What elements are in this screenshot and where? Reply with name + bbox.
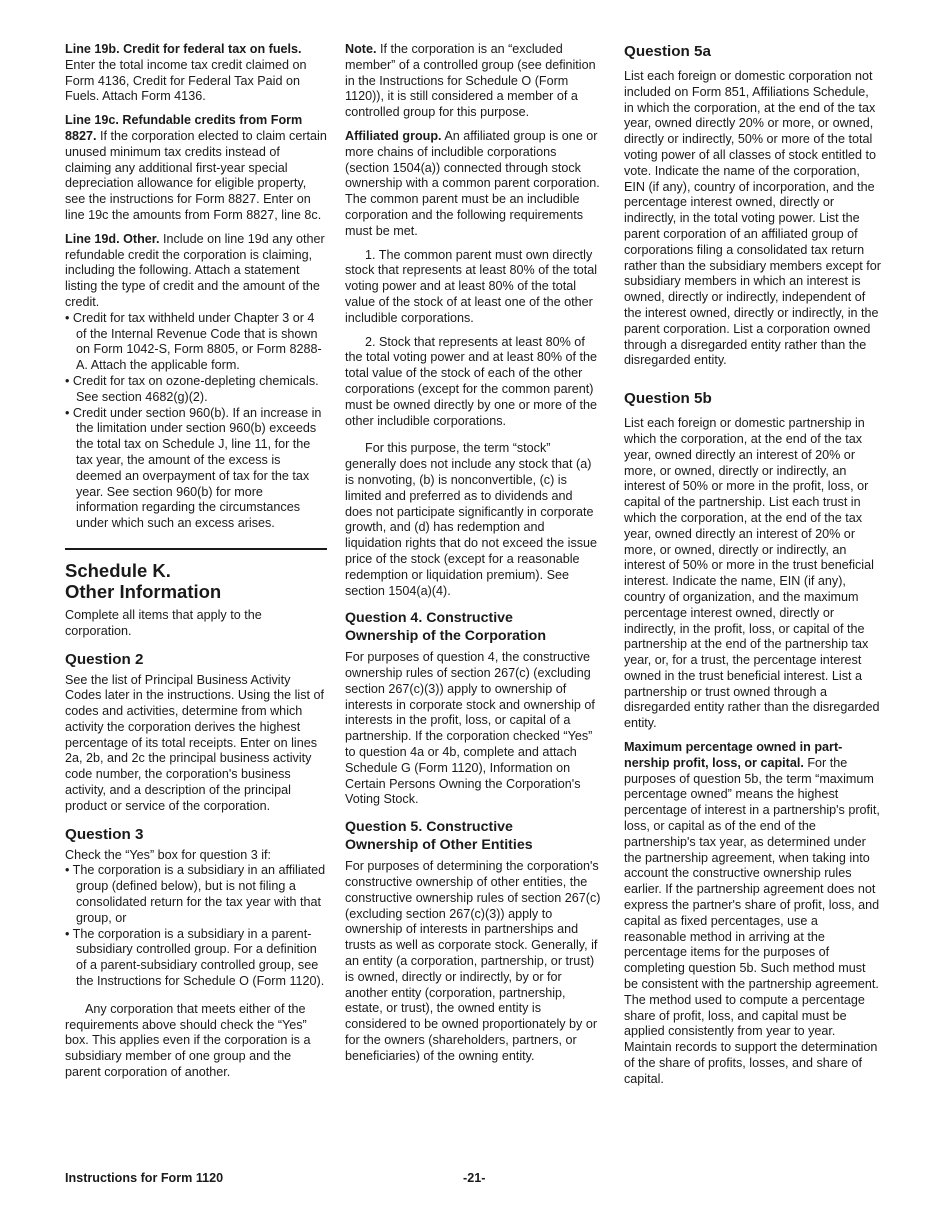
schedule-k-title-line1: Schedule K. xyxy=(65,559,171,581)
column-left xyxy=(65,42,327,1089)
line-19c-text: If the corporation elected to claim certain unused minimum tax credits instead of claiming any additional first-year special depreciation allowance for eligible property, see the instructions for Form 8827. Enter on line 19c the amounts from Form 8827, line 8c. xyxy=(65,128,327,222)
line-19b-heading: Line 19b. Credit for federal tax on fuels. xyxy=(65,42,302,56)
question-2-text: See the list of Principal Business Activity Codes later in the instructions. Using the list of codes and activities, determine from which activity the corporation derives the highest percentage of its total receipts. Enter on lines 2a, 2b, and 2c the principal business activity code number, the corporation's business activity, and a description of the principal product or service of the corporation. xyxy=(65,672,324,813)
affiliated-group-heading: Affiliated group. xyxy=(345,128,442,143)
question-5b-heading: Question 5b xyxy=(624,390,712,408)
question-5-title-line2: Ownership of Other Entities xyxy=(345,837,533,854)
maximum-percentage-heading: Maximum percentage owned in partnership profit, loss, or capital. xyxy=(624,740,843,770)
question-4-title-line2: Ownership of the Corporation xyxy=(345,628,546,645)
question-5a-heading: Question 5a xyxy=(624,43,711,60)
requirement-2: 2. Stock that represents at least 80% of the total voting power and at least 80% of the total value of the stock of each of the other corporations (except for the common parent) must be owned directly by one or more of the other includible corporations. xyxy=(345,334,598,428)
requirement-1: 1. The common parent must own directly stock that represents at least 80% of the total voting power and at least 80% of the total value of the stock of at least one of the other includible corporations. xyxy=(345,247,598,325)
section-divider xyxy=(65,548,327,550)
line-19c-paragraph xyxy=(65,113,327,224)
schedule-k-intro: Complete all items that apply to the corporation. xyxy=(65,607,262,638)
list-item: • The corporation is a subsidiary in an affiliated group (defined below), but is not filing a consolidated return for the tax year with that group, or xyxy=(65,863,326,925)
question-3-bullet-list xyxy=(65,863,327,989)
list-item: • The corporation is a subsidiary in a parent-subsidiary controlled group. For a definition of a parent-subsidiary controlled group, see the Instructions for Schedule O (Form 1120). xyxy=(65,926,325,989)
line-19d-bullet-list xyxy=(65,311,327,532)
footer-form-title: Instructions for Form 1120 xyxy=(65,1171,224,1185)
affiliated-group-text: An affiliated group is one or more chains of includible corporations (section 1504(a)) connected through stock ownership with a common parent corporation. The common parent must be an includible corporation and the following requirements must be met. xyxy=(345,128,600,238)
question-5-title-line1: Question 5. Constructive xyxy=(345,819,513,836)
note-label: Note. xyxy=(345,42,377,56)
question-5a-text: List each foreign or domestic corporation not included on Form 851, Affiliations Schedule, in which the corporation, at the end of the tax year, owned directly 20% or more, or owned, directly or indirectly, 50% or more of the total voting power of all classes of stock entitled to vote. Indicate the name of the corporation, EIN (if any), country of incorporation, and the percentage interest owned, directly or indirectly, in the total voting power. List the parent corporation of an affiliated group of corporations filing a consolidated tax return rather than the subsidiary members except for subsidiary members in which an interest is owned, directly or indirectly, independent of the interest owned, directly or indirectly, in the parent corporation. List a corporation owned through a disregarded entity rather than the disregarded entity. xyxy=(624,69,881,368)
line-19b-text: Enter the total income tax credit claimed on Form 4136, Credit for Federal Tax Paid on Fuels. Attach Form 4136. xyxy=(65,57,307,104)
maximum-percentage-paragraph xyxy=(624,740,882,1088)
question-5-text: For purposes of determining the corporation's constructive ownership of other entities, the constructive ownership rules of section 267(c) (excluding section 267(c)(3)) apply to ownership of interests in partnerships and trusts as well as corporate stock. Generally, if an entity (a corporation, partnership, or trust) is owned, directly or indirectly, by or for another entity (corporation, partnership, estate, or trust), the owned entity is considered to be owned proportionately by or for the owners (shareholders, partners, or beneficiaries) of the owning entity. xyxy=(345,859,601,1063)
question-4-text: For purposes of question 4, the constructive ownership rules of section 267(c) (excluding section 267(c)(3)) apply to ownership of interests in corporate stock and ownership of interests in the profit, loss, or capital of a partnership. If the corporation checked “Yes” to question 4a or 4b, complete and attach Schedule G (Form 1120), Information on Certain Persons Owning the Corporation's Voting Stock. xyxy=(345,650,595,807)
column-right xyxy=(624,42,882,1096)
line-19b-paragraph xyxy=(65,42,327,105)
question-3-intro: Check the “Yes” box for question 3 if: xyxy=(65,847,272,862)
question-4-title-line1: Question 4. Constructive xyxy=(345,610,513,627)
schedule-k-heading xyxy=(65,560,327,602)
page-number: -21- xyxy=(463,1171,486,1185)
line-19d-text: Include on line 19d any other refundable credit the corporation is claiming, including the following. Attach a statement listing the type of credit and the amount of the credit. xyxy=(65,231,325,309)
line-19d-paragraph xyxy=(65,232,327,311)
question-5b-text: List each foreign or domestic partnership in which the corporation, at the end of the tax year, owned directly an interest of 20% or more, or owned, directly or indirectly, an interest of 50% or more in the profit, loss, or capital of the partnership. List each trust in which the corporation, at the end of the tax year, owned directly an interest of 20% or more, or owned, directly or indirectly, an interest of 50% or more in the trust beneficial interest. Indicate the name, EIN (if any), country of organization, and the maximum percentage interest owned, directly or indirectly, in the profit, loss, or capital of the partnership at the end of the partnership tax year, or, for a trust, the percentage interest owned in the trust beneficial interest. List a partnership or trust owned through a disregarded entity rather than the disregarded entity. xyxy=(624,416,880,731)
question-4-heading xyxy=(345,609,603,645)
affiliated-group-paragraph xyxy=(345,129,603,240)
list-item: • Credit under section 960(b). If an increase in the limitation under section 960(b) exceeds the total tax on Schedule J, line 11, for the tax year, the amount of the excess is deemed an overpayment of tax for the tax year. See section 960(b) for more information regarding the circumstances under which such an excess arises. xyxy=(65,405,322,531)
maximum-percentage-text: For the purposes of question 5b, the term “maximum percentage owned” means the highest percentage of interest in a partnership's profit, loss, or capital as of the end of the partnership's tax year, as determined under the partnership agreement, when taking into account the constructive ownership rules earlier. If the partnership agreement does not express the partner's share of profit, loss, and capital as fixed percentages, use a reasonable method in arriving at the percentage items for the purposes of completing question 5b. Such method must be consistent with the partnership agreement. The method used to compute a percentage share of profit, loss, and capital must be applied consistently from year to year. Maintain records to support the determination of the share of profits, losses, and share of capital. xyxy=(624,755,880,1086)
stock-definition-paragraph: For this purpose, the term “stock” generally does not include any stock that (a) is nonvoting, (b) is nonconvertible, (c) is limited and preferred as to dividends and does not participate significantly in corporate growth, and (d) has redemption and liquidation rights that do not exceed the issue price of the stock (except for a reasonable redemption or liquidation premium). See section 1504(a)(4). xyxy=(345,441,598,598)
list-item: • Credit for tax on ozone-depleting chemicals. See section 4682(g)(2). xyxy=(65,373,319,404)
question-3-heading: Question 3 xyxy=(65,825,144,843)
column-middle xyxy=(345,42,603,1073)
question-2-heading: Question 2 xyxy=(65,650,144,668)
note-paragraph xyxy=(345,42,603,121)
note-text: If the corporation is an “excluded member” of a controlled group (see definition in the Instructions for Schedule O (Form 1120)), it is still considered a member of a controlled group for this purpose. xyxy=(345,42,596,120)
question-3-text: Any corporation that meets either of the requirements above should check the “Yes” box. This applies even if the corporation is a subsidiary member of one group and the parent corporation of another. xyxy=(65,1001,311,1080)
schedule-k-title-line2: Other Information xyxy=(65,580,222,602)
line-19d-heading: Line 19d. Other. xyxy=(65,231,160,246)
line-19c-heading: Line 19c. Refundable credits from Form 8827. xyxy=(65,113,303,143)
list-item: • Credit for tax withheld under Chapter 3 or 4 of the Internal Revenue Code that is shown on Form 1042-S, Form 8805, or Form 8288-A. Attach the applicable form. xyxy=(65,310,322,373)
question-5-heading xyxy=(345,818,603,854)
